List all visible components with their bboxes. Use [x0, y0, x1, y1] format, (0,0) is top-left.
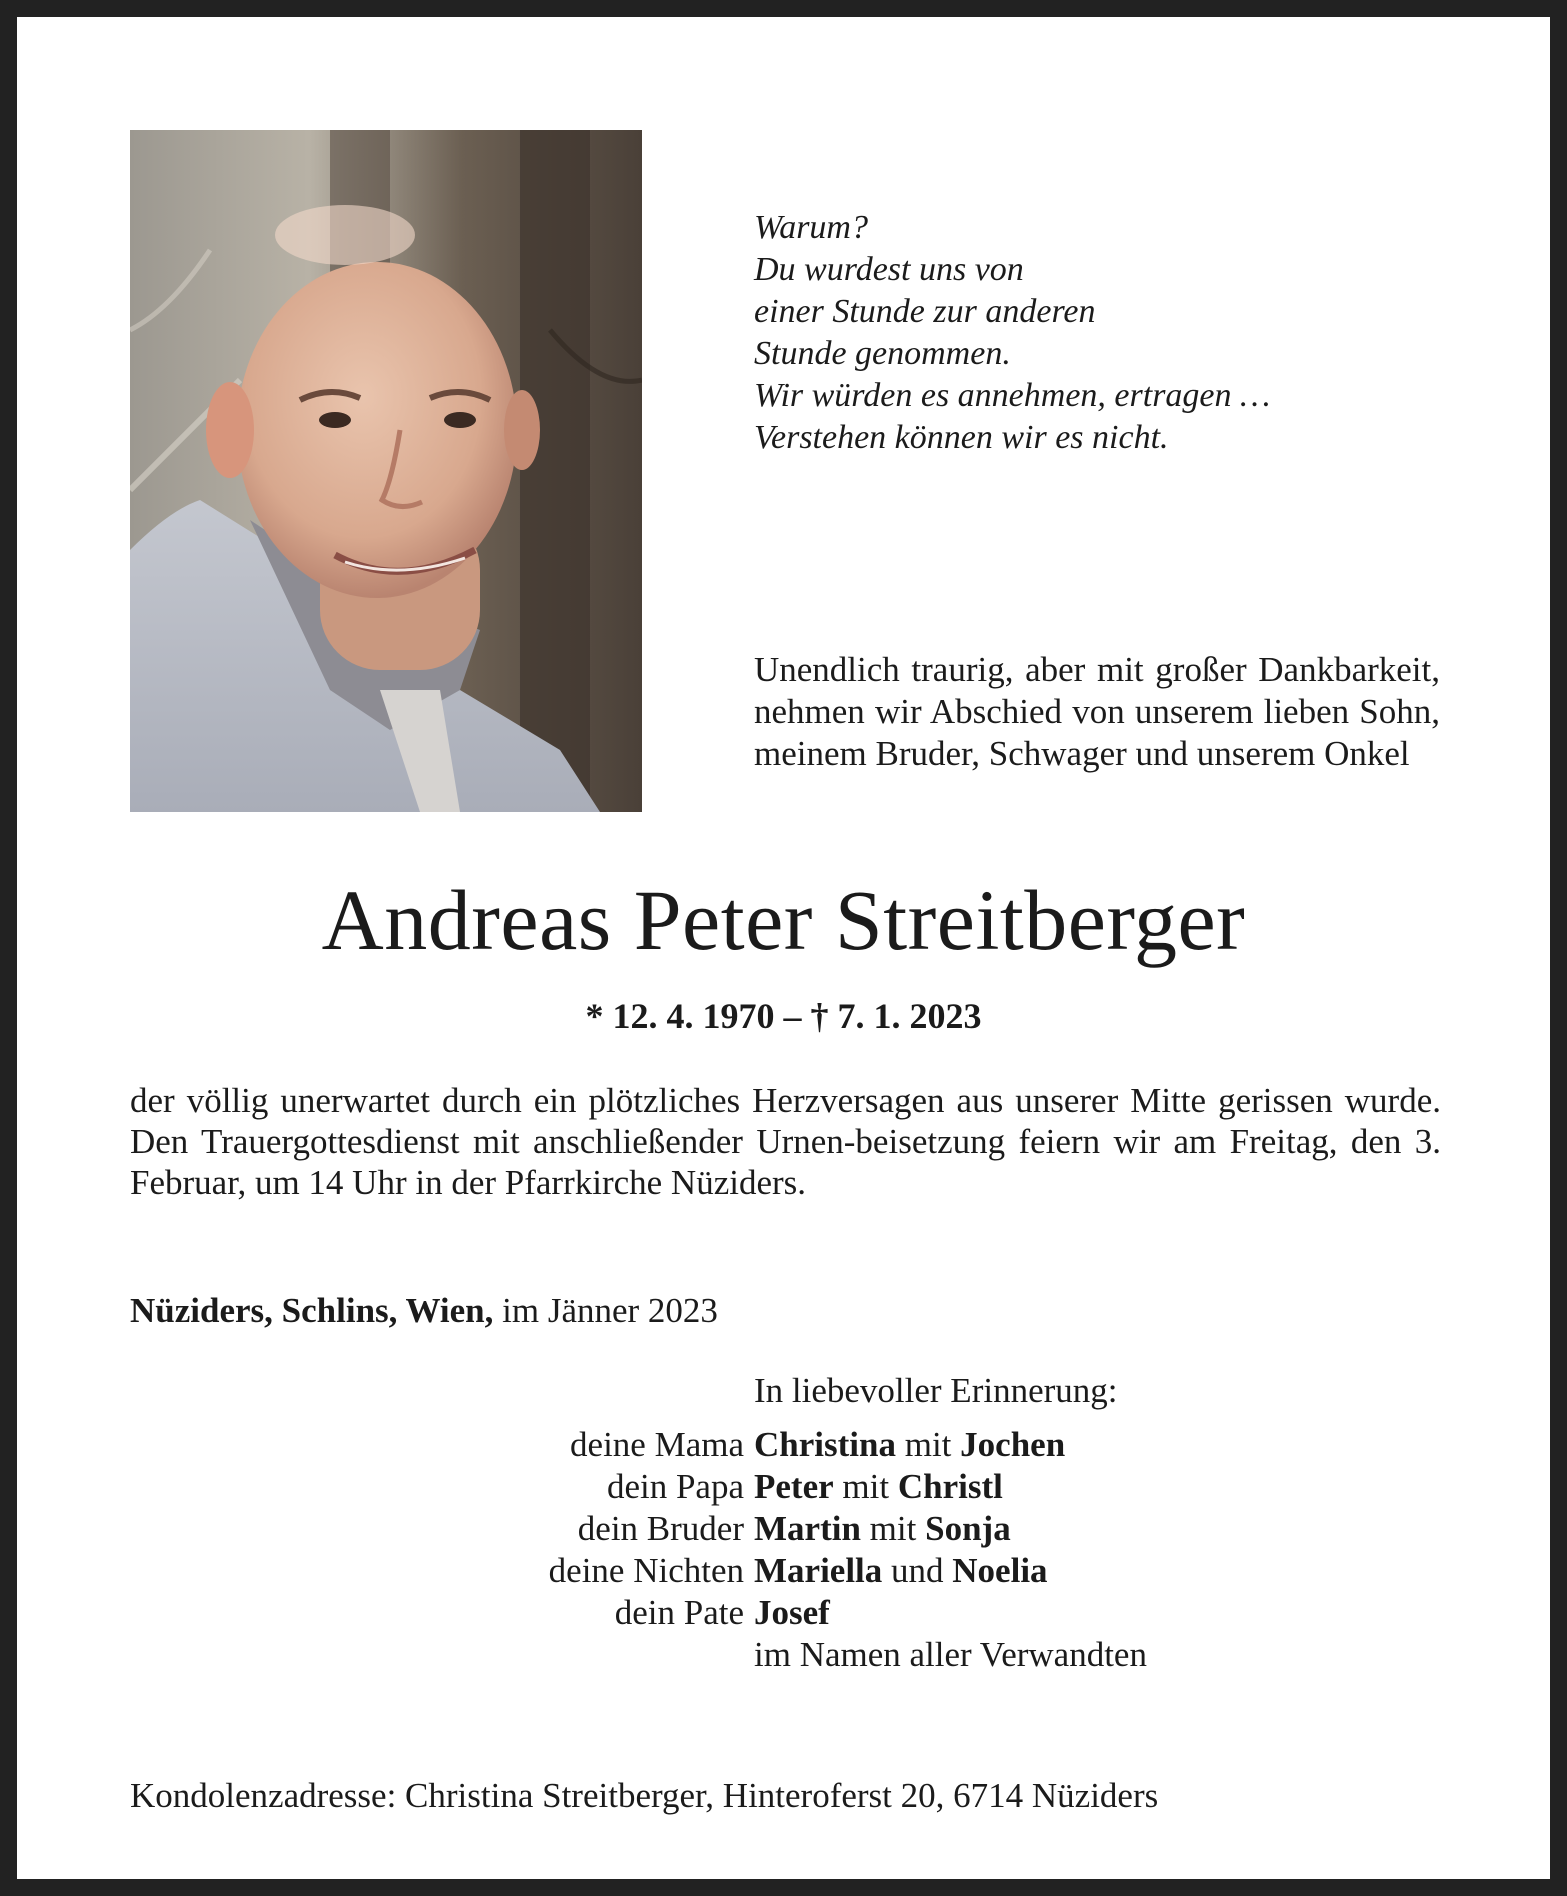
family-joiner: mit [860, 1509, 926, 1548]
poem-line: Stunde genommen. [754, 335, 1011, 372]
remembrance-heading: In liebevoller Erinnerung: [754, 1371, 1118, 1410]
family-relation: deine Nichten [548, 1551, 744, 1590]
family-names [754, 1550, 1048, 1592]
family-second-name: Sonja [925, 1509, 1011, 1548]
family-row [317, 1550, 1317, 1592]
poem [754, 207, 1454, 459]
family-names [754, 1592, 830, 1634]
family-first-name: Josef [754, 1593, 830, 1632]
obituary-page [17, 17, 1550, 1879]
family-relation: dein Pate [614, 1593, 744, 1632]
poem-line: Du wurdest uns von [754, 251, 1024, 288]
deceased-name: Andreas Peter Streitberger [321, 872, 1246, 968]
family-names [754, 1466, 1003, 1508]
family-joiner: mit [895, 1425, 961, 1464]
family-row [317, 1508, 1317, 1550]
family-second-name: Noelia [952, 1551, 1048, 1590]
poem-line: einer Stunde zur anderen [754, 293, 1096, 330]
portrait-image [130, 130, 642, 812]
poem-line: Warum? [754, 209, 868, 246]
family-names [754, 1508, 1011, 1550]
family-row [317, 1592, 1317, 1634]
family-row [317, 1424, 1317, 1466]
family-names [754, 1424, 1065, 1466]
family-joiner: mit [833, 1467, 898, 1506]
life-dates: * 12. 4. 1970 – † 7. 1. 2023 [585, 996, 982, 1036]
family-relation: deine Mama [570, 1425, 744, 1464]
poem-line: Verstehen können wir es nicht. [754, 419, 1169, 456]
family-second-name: Christl [897, 1467, 1003, 1506]
family-joiner: und [882, 1551, 953, 1590]
family-second-name: Jochen [960, 1425, 1066, 1464]
poem-line: Wir würden es annehmen, ertragen … [754, 377, 1271, 414]
family-first-name: Peter [754, 1467, 834, 1506]
family-list [317, 1424, 1317, 1634]
place-date: im Jänner 2023 [493, 1291, 718, 1330]
portrait-photo [130, 130, 642, 812]
condolence-address: Kondolenzadresse: Christina Streitberger, Hinteroferst 20, 6714 Nüziders [130, 1776, 1159, 1815]
family-relation: dein Papa [606, 1467, 744, 1506]
intro-text: Unendlich traurig, aber mit großer Dankbarkeit, nehmen wir Abschied von unserem lieben Sohn, meinem Bruder, Schwager und unserem Onkel [754, 650, 1440, 773]
family-relation: dein Bruder [577, 1509, 744, 1548]
place-locations: Nüziders, Schlins, Wien, [130, 1291, 494, 1330]
family-first-name: Martin [754, 1509, 861, 1548]
family-row [317, 1466, 1317, 1508]
family-first-name: Christina [754, 1425, 896, 1464]
place-and-date [130, 1290, 1130, 1332]
body-text: der völlig unerwartet durch ein plötzliches Herzversagen aus unserer Mitte gerissen wurde. Den Trauergottesdienst mit anschließender Urnen-beisetzung feiern wir am Freitag, den 3. Februar, um 14 Uhr in der Pfarrkirche Nüziders. [130, 1081, 1441, 1202]
closing-line: im Namen aller Verwandten [754, 1635, 1147, 1674]
family-first-name: Mariella [754, 1551, 883, 1590]
